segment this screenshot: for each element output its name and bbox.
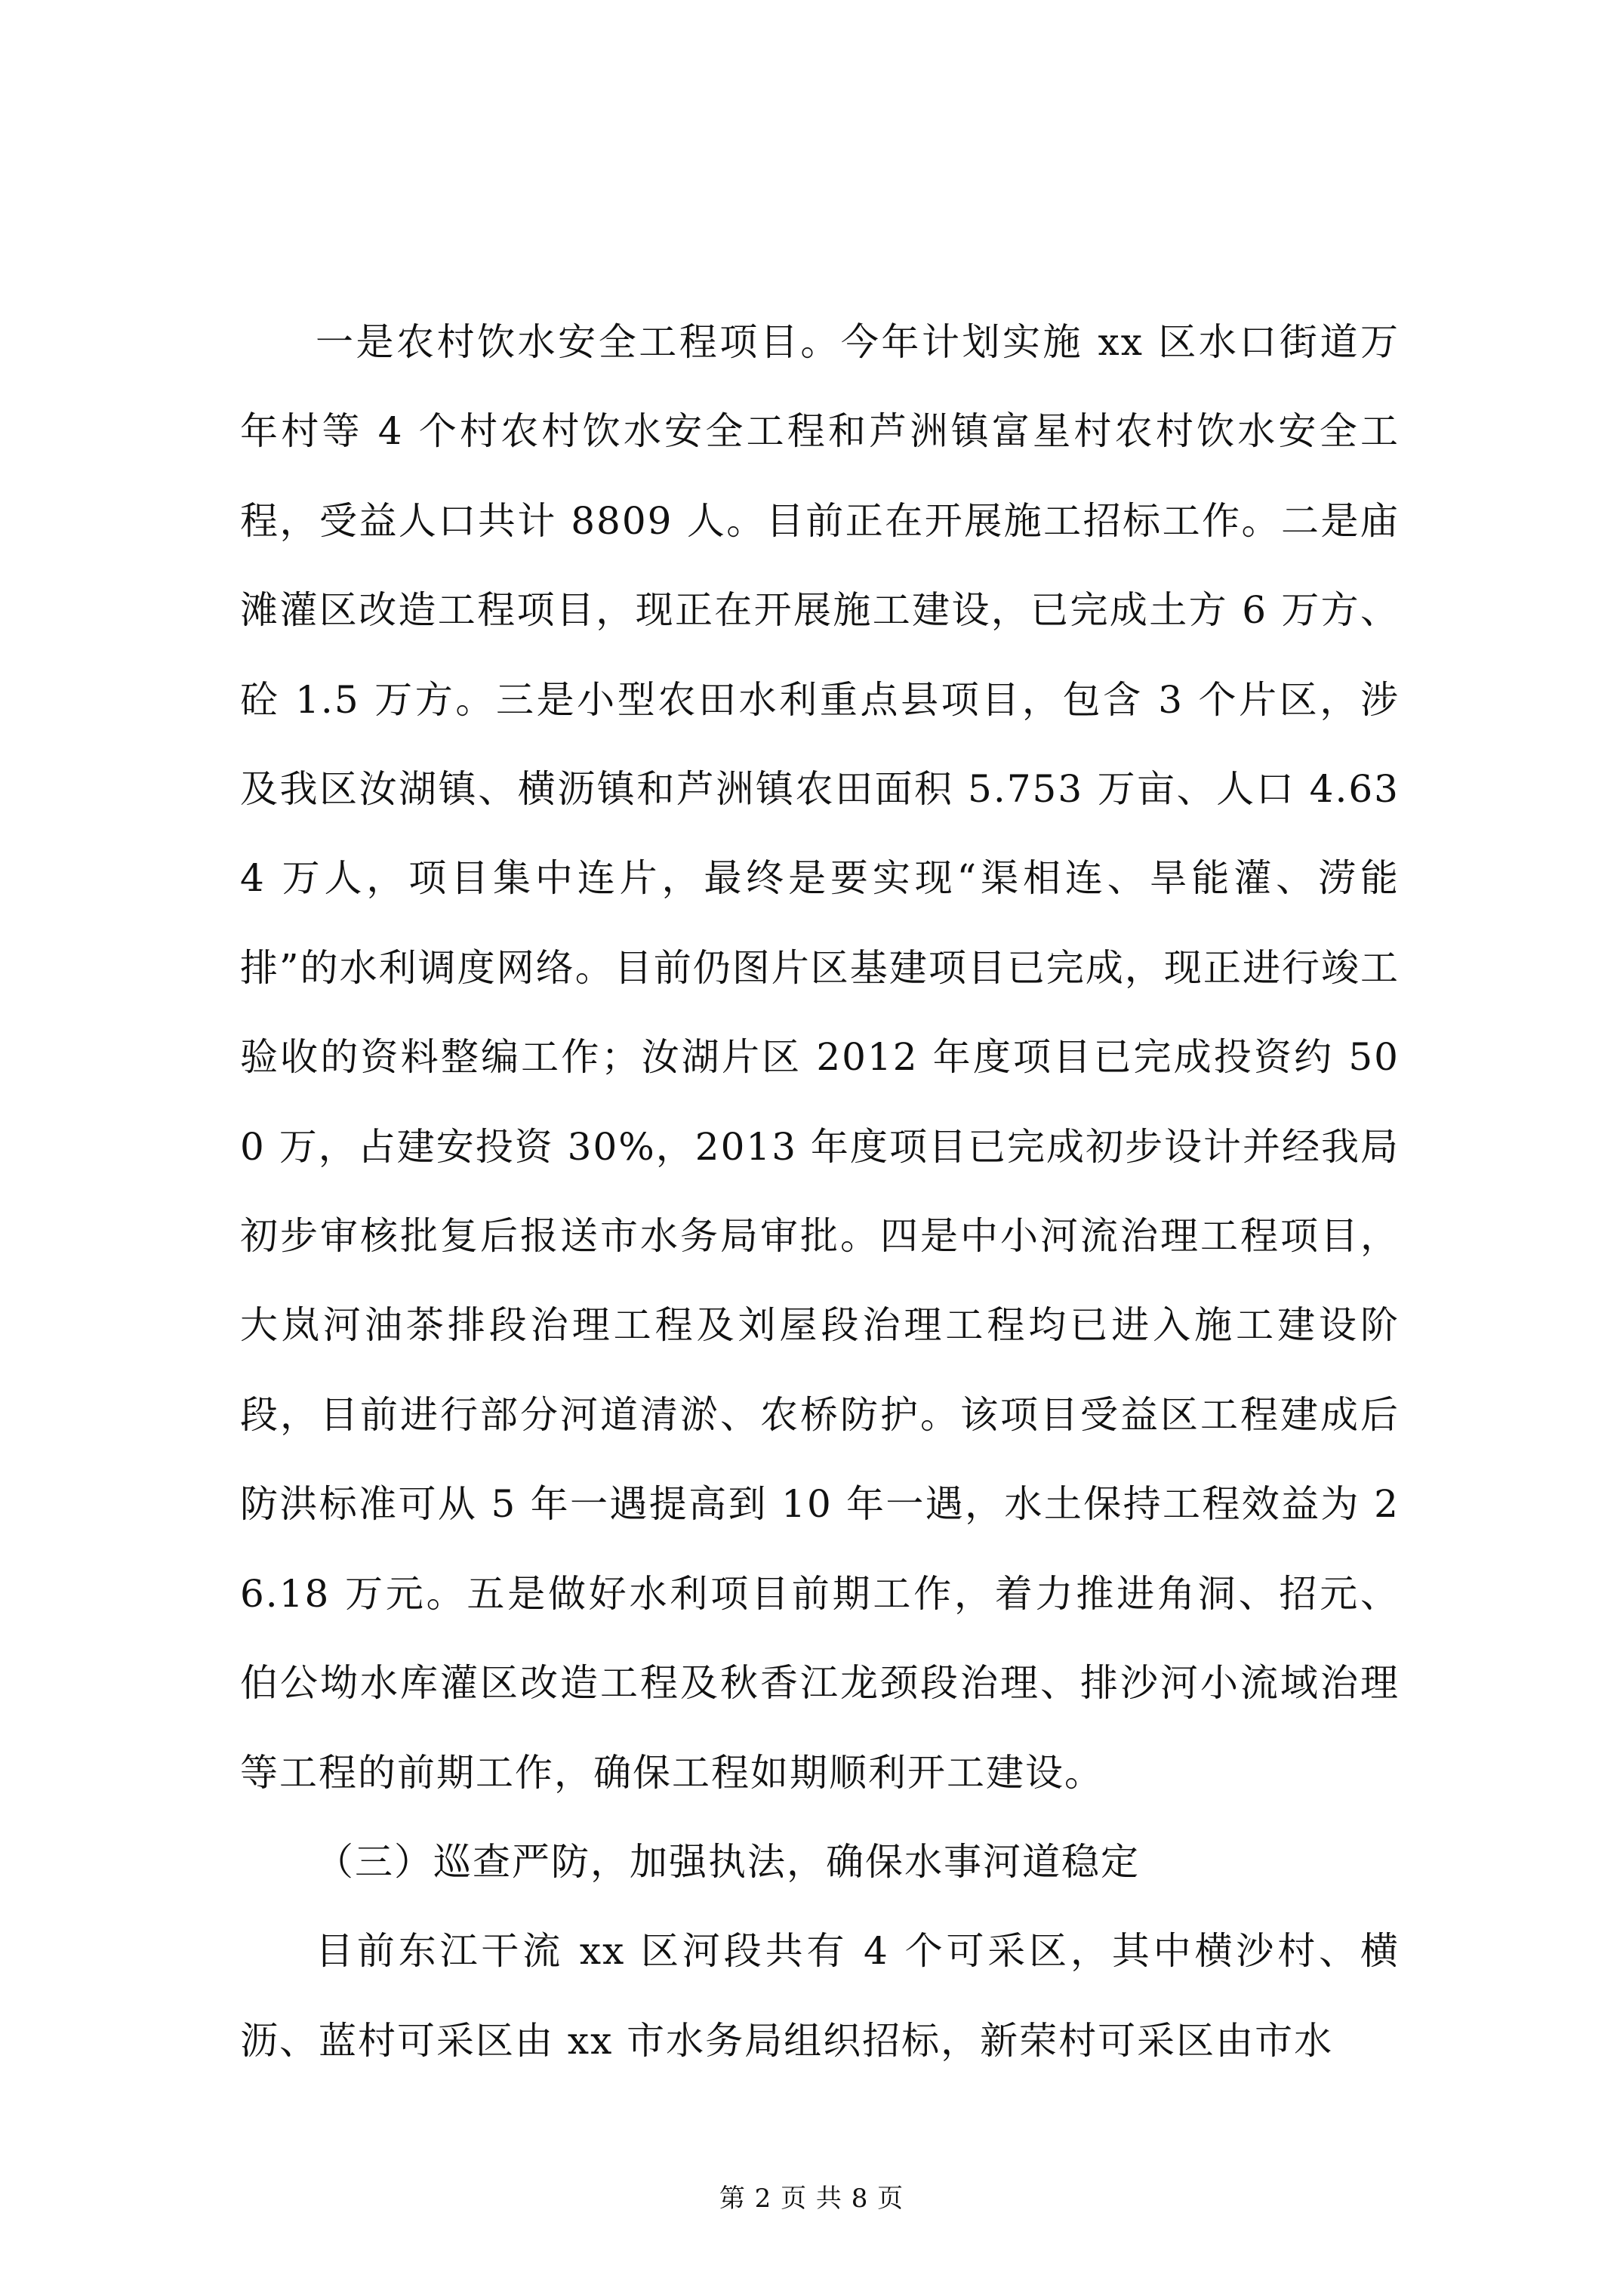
section-heading: （三）巡查严防，加强执法，确保水事河道稳定 (316, 1839, 1140, 1884)
paragraph-project-progress: 一是农村饮水安全工程项目。今年计划实施 xx 区水口街道万年村等 4 个村农村饮水安全工程和芦洲镇富星村农村饮水安全工程，受益人口共计 8809 人。目前正在开展施工招标工作。二是庙滩灌区改造工程项目，现正在开展施工建设，已完成土方 6 万方、砼 1.5 万方。三是小型农田水利重点县项目，包含 3 个片区，涉及我区汝湖镇、横沥镇和芦洲镇农田面积 5.753 万亩、人口 4.634 万人，项目集中连片，最终是要实现“渠相连、旱能灌、涝能排”的水利调度网络。目前仍图片区基建项目已完成，现正进行竣工验收的资料整编工作；汝湖片区 2012 年度项目已完成投资约 500 万，占建安投资 30%，2013 年度项目已完成初步设计并经我局初步审核批复后报送市水务局审批。四是中小河流治理工程项目，大岚河油茶排段治理工程及刘屋段治理工程均已进入施工建设阶段，目前进行部分河道清淤、农桥防护。该项目受益区工程建成后防洪标准可从 5 年一遇提高到 10 年一遇，水土保持工程效益为 26.18 万元。五是做好水利项目前期工作，着力推进角洞、招元、伯公坳水库灌区改造工程及秋香江龙颈段治理、排沙河小流域治理等工程的前期工作，确保工程如期顺利开工建设。 (240, 320, 1400, 1795)
paragraph-river-sand-mining: 目前东江干流 xx 区河段共有 4 个可采区，其中横沙村、横沥、蓝村可采区由 xx 市水务局组织招标，新荣村可采区由市水 (240, 1929, 1400, 2063)
page-footer: 第 2 页 共 8 页 (719, 2184, 904, 2214)
document-body (240, 297, 1400, 2085)
